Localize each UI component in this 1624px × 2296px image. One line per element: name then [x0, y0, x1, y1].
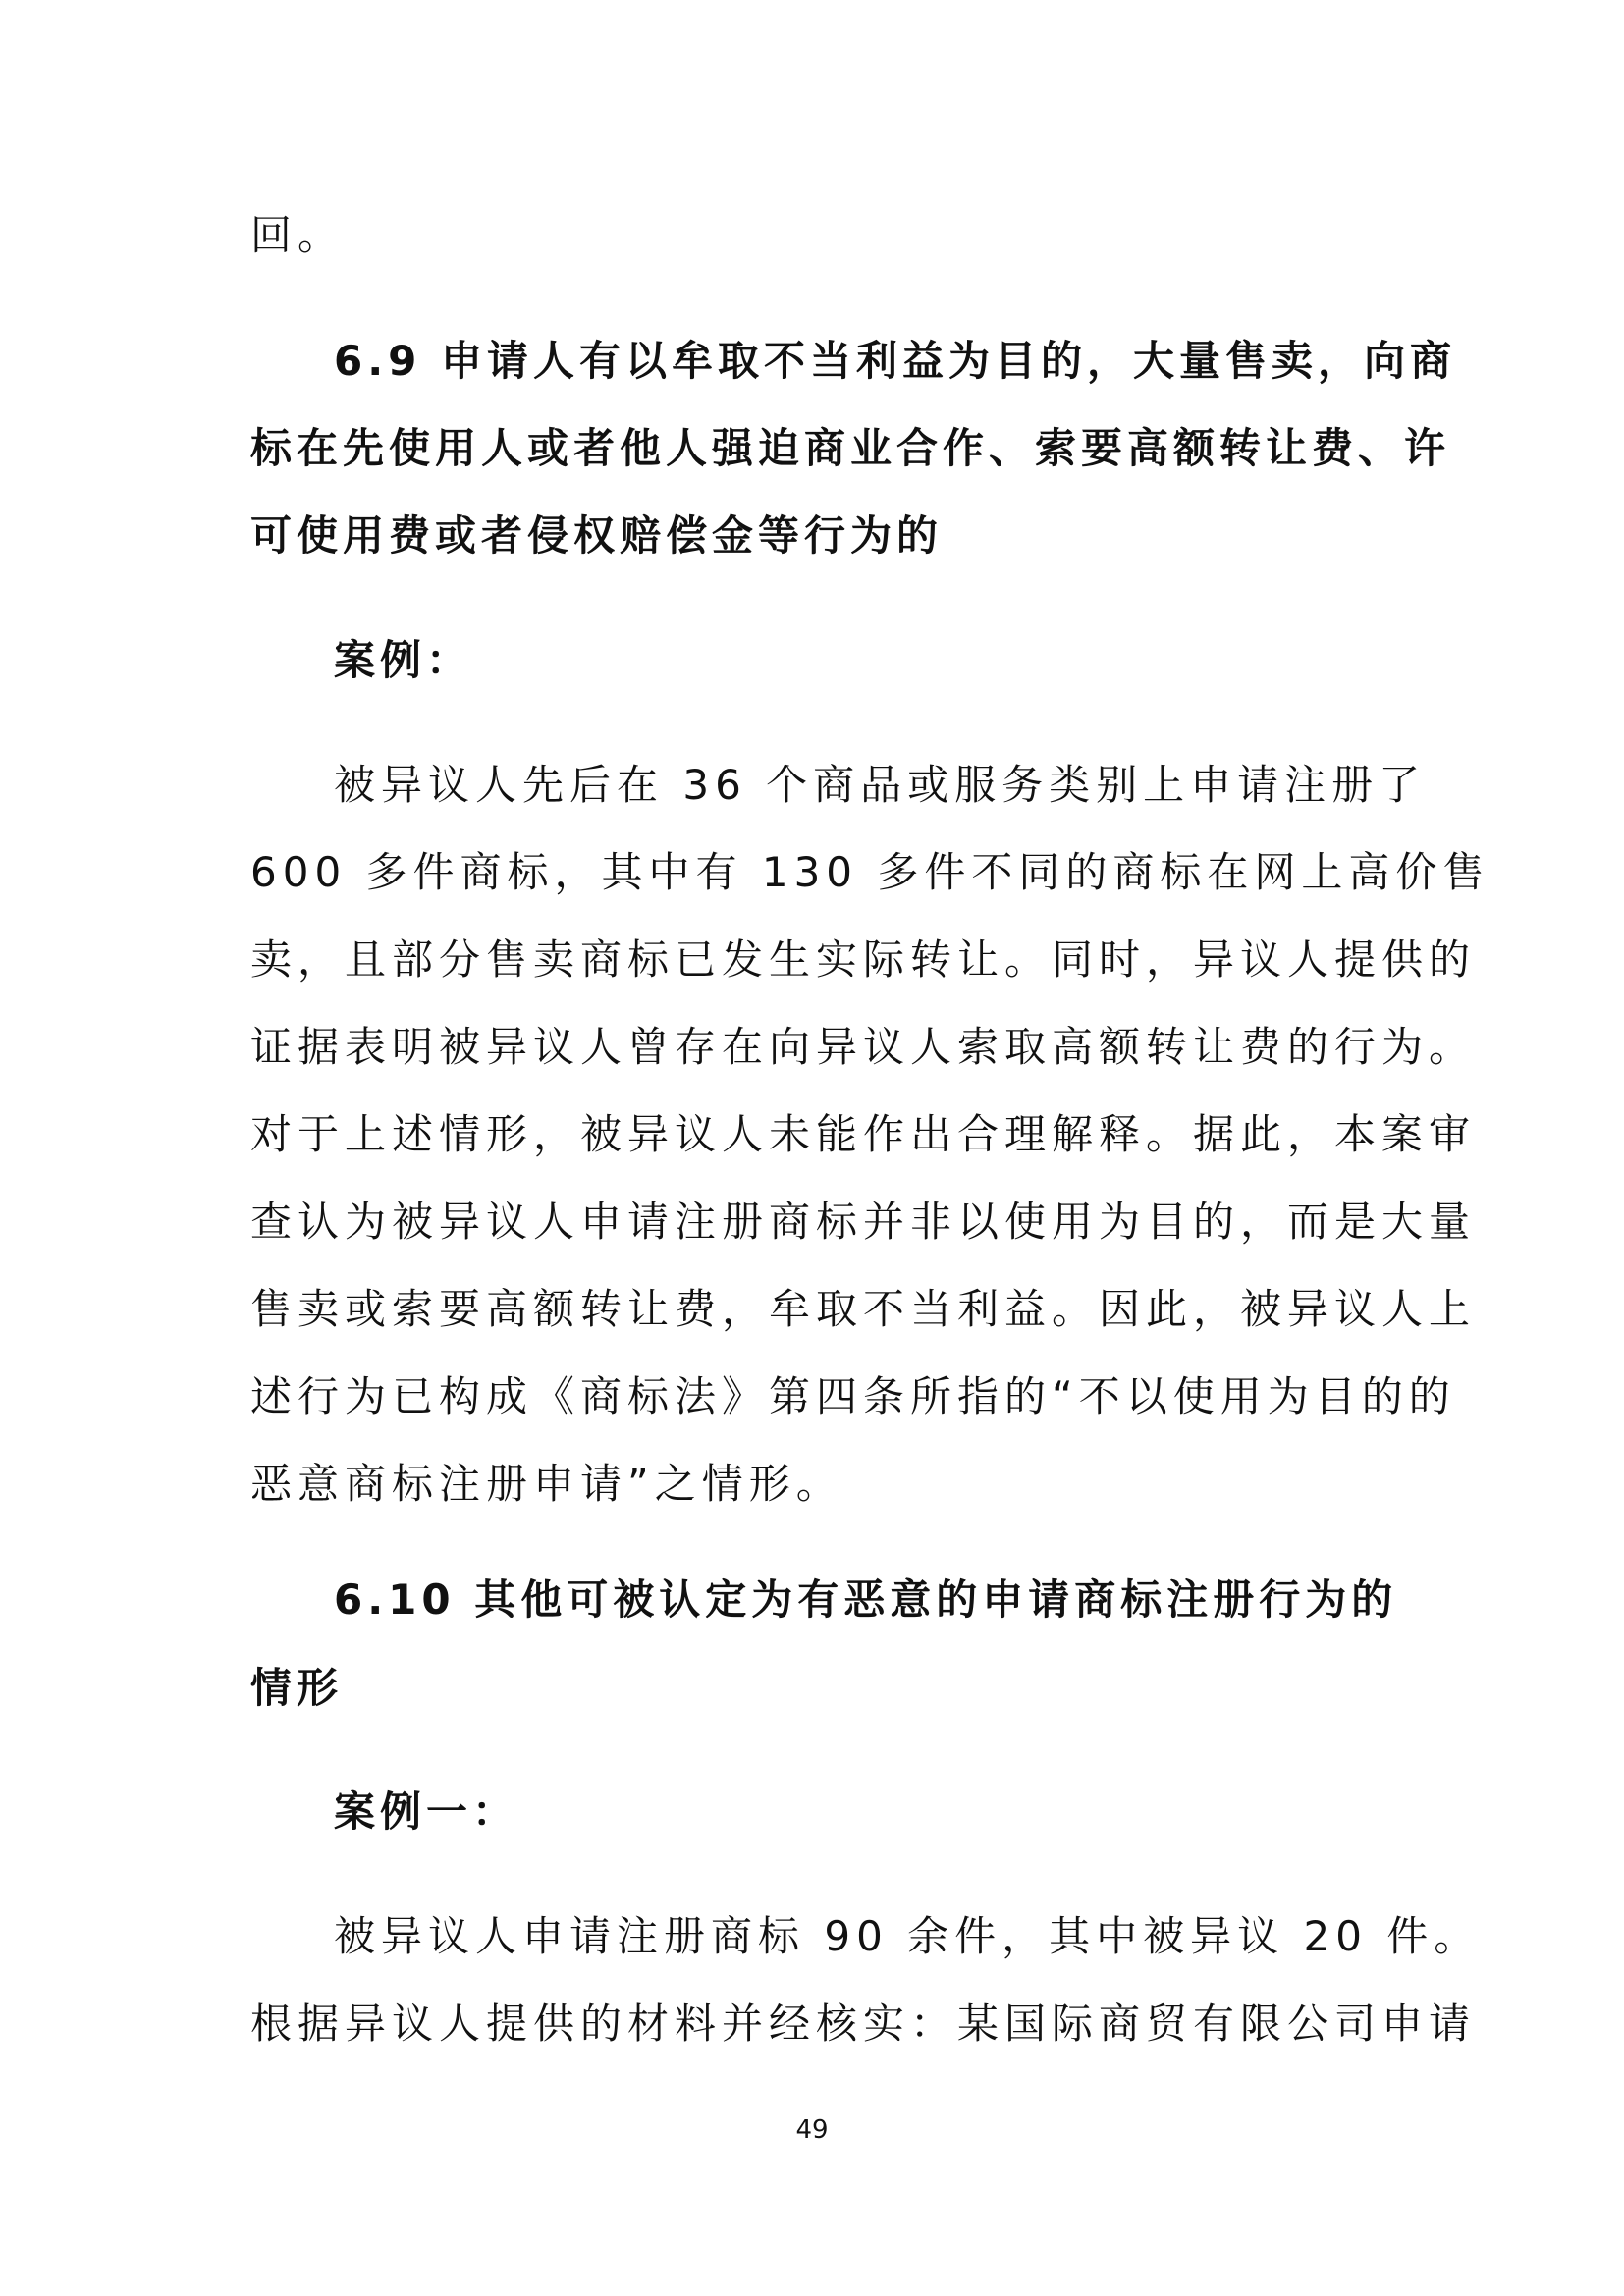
section-heading-6-10-line-1: 6.10 其他可被认定为有恶意的申请商标注册行为的	[334, 1575, 1398, 1624]
section-heading-6-10-line-2: 情形	[250, 1664, 344, 1712]
case-paragraph-line: 被异议人先后在 36 个商品或服务类别上申请注册了	[334, 761, 1427, 809]
case-paragraph-line: 对于上述情形，被异议人未能作出合理解释。据此，本案审	[250, 1110, 1477, 1158]
case-paragraph-line: 证据表明被异议人曾存在向异议人索取高额转让费的行为。	[250, 1023, 1477, 1071]
continuation-text: 回。	[250, 211, 346, 259]
case-paragraph-line: 恶意商标注册申请”之情形。	[250, 1460, 843, 1508]
case-label: 案例：	[334, 636, 473, 684]
case-one-paragraph-line: 被异议人申请注册商标 90 余件，其中被异议 20 件。	[334, 1912, 1482, 1960]
case-paragraph-line: 述行为已构成《商标法》第四条所指的“不以使用为目的的	[250, 1372, 1456, 1420]
case-paragraph-line: 卖，且部分售卖商标已发生实际转让。同时，异议人提供的	[250, 935, 1477, 984]
case-one-paragraph-line: 根据异议人提供的材料并经核实：某国际商贸有限公司申请	[250, 2000, 1477, 2048]
case-paragraph-line: 600 多件商标，其中有 130 多件不同的商标在网上高价售	[250, 848, 1490, 896]
case-paragraph-line: 查认为被异议人申请注册商标并非以使用为目的，而是大量	[250, 1198, 1477, 1246]
case-paragraph-line: 售卖或索要高额转让费，牟取不当利益。因此，被异议人上	[250, 1285, 1477, 1333]
section-heading-6-9-line-2: 标在先使用人或者他人强迫商业合作、索要高额转让费、许	[250, 424, 1451, 472]
page-number: 49	[795, 2115, 829, 2145]
case-one-label: 案例一：	[334, 1788, 519, 1836]
section-heading-6-9-line-3: 可使用费或者侵权赔偿金等行为的	[250, 511, 944, 560]
section-heading-6-9-line-1: 6.9 申请人有以牟取不当利益为目的，大量售卖，向商	[334, 337, 1457, 385]
